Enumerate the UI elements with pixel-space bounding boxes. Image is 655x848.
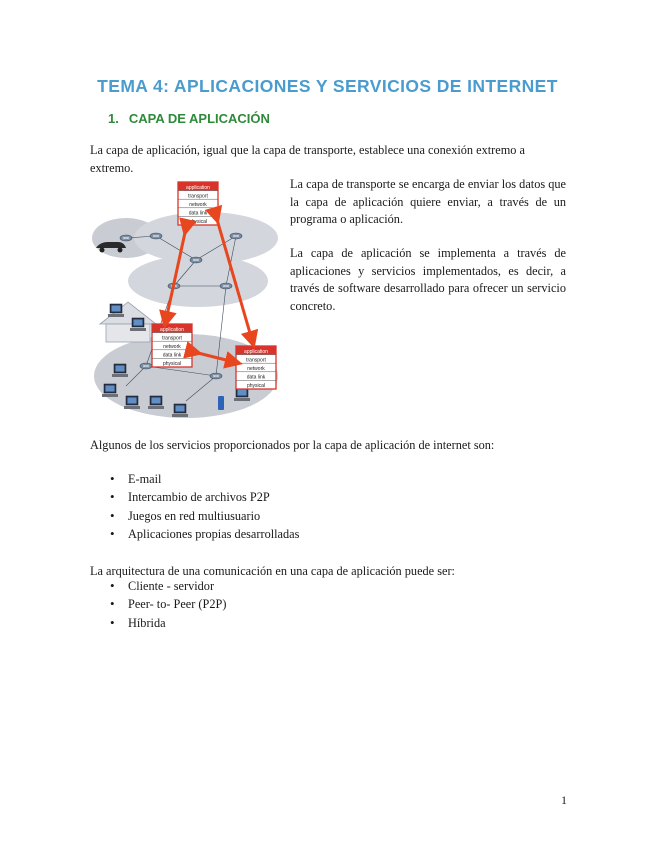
intro-paragraph: La capa de aplicación, igual que la capa de transporte, establece una conexión extremo a extremo. (90, 143, 525, 175)
home-network-icon (100, 302, 156, 342)
layer-label: application (244, 348, 268, 355)
section-number: 1. (108, 111, 119, 126)
layer-label: physical (246, 383, 266, 390)
page-number: 1 (561, 793, 567, 807)
layer-label: data link (162, 352, 182, 359)
architecture-list (110, 577, 226, 632)
layer-label: physical (188, 219, 208, 226)
list-item: • E-mail (110, 470, 299, 488)
layer-label: transport (188, 193, 208, 200)
layer-label: data link (246, 374, 266, 381)
cloud-core (128, 212, 278, 307)
layer-label: network (163, 344, 181, 350)
application-paragraph: La capa de aplicación se implementa a través de aplicaciones y servicios implementados, es decir, a través de software desarrollado para ofrecer un servicio concreto. (290, 246, 566, 313)
page-title: TEMA 4: APLICACIONES Y SERVICIOS DE INTERNET (97, 76, 558, 96)
layer-label: application (186, 184, 210, 191)
layer-label: transport (162, 335, 182, 342)
network-diagram (86, 176, 282, 422)
list-item: • Cliente - servidor (110, 577, 226, 595)
services-lead: Algunos de los servicios proporcionados por la capa de aplicación de internet son: (90, 438, 495, 452)
services-list (110, 470, 299, 543)
layer-label: physical (162, 361, 182, 368)
layer-label: application (160, 326, 184, 333)
layer-label: transport (246, 357, 266, 364)
transport-paragraph: La capa de transporte se encarga de enviar los datos que la capa de aplicación quiere enviar, a través de un programa o aplicación. (290, 177, 566, 226)
list-item: • Híbrida (110, 614, 226, 632)
list-item: • Peer- to- Peer (P2P) (110, 595, 226, 613)
list-item: • Juegos en red multiusuario (110, 507, 299, 525)
layer-label: data link (188, 210, 208, 217)
section-heading (108, 111, 270, 126)
layer-label: network (247, 366, 265, 372)
section-label: CAPA DE APLICACIÓN (128, 111, 270, 126)
list-item: • Intercambio de archivos P2P (110, 488, 299, 506)
layer-label: network (189, 202, 207, 208)
architecture-lead: La arquitectura de una comunicación en una capa de aplicación puede ser: (90, 564, 455, 578)
list-item: • Aplicaciones propias desarrolladas (110, 525, 299, 543)
